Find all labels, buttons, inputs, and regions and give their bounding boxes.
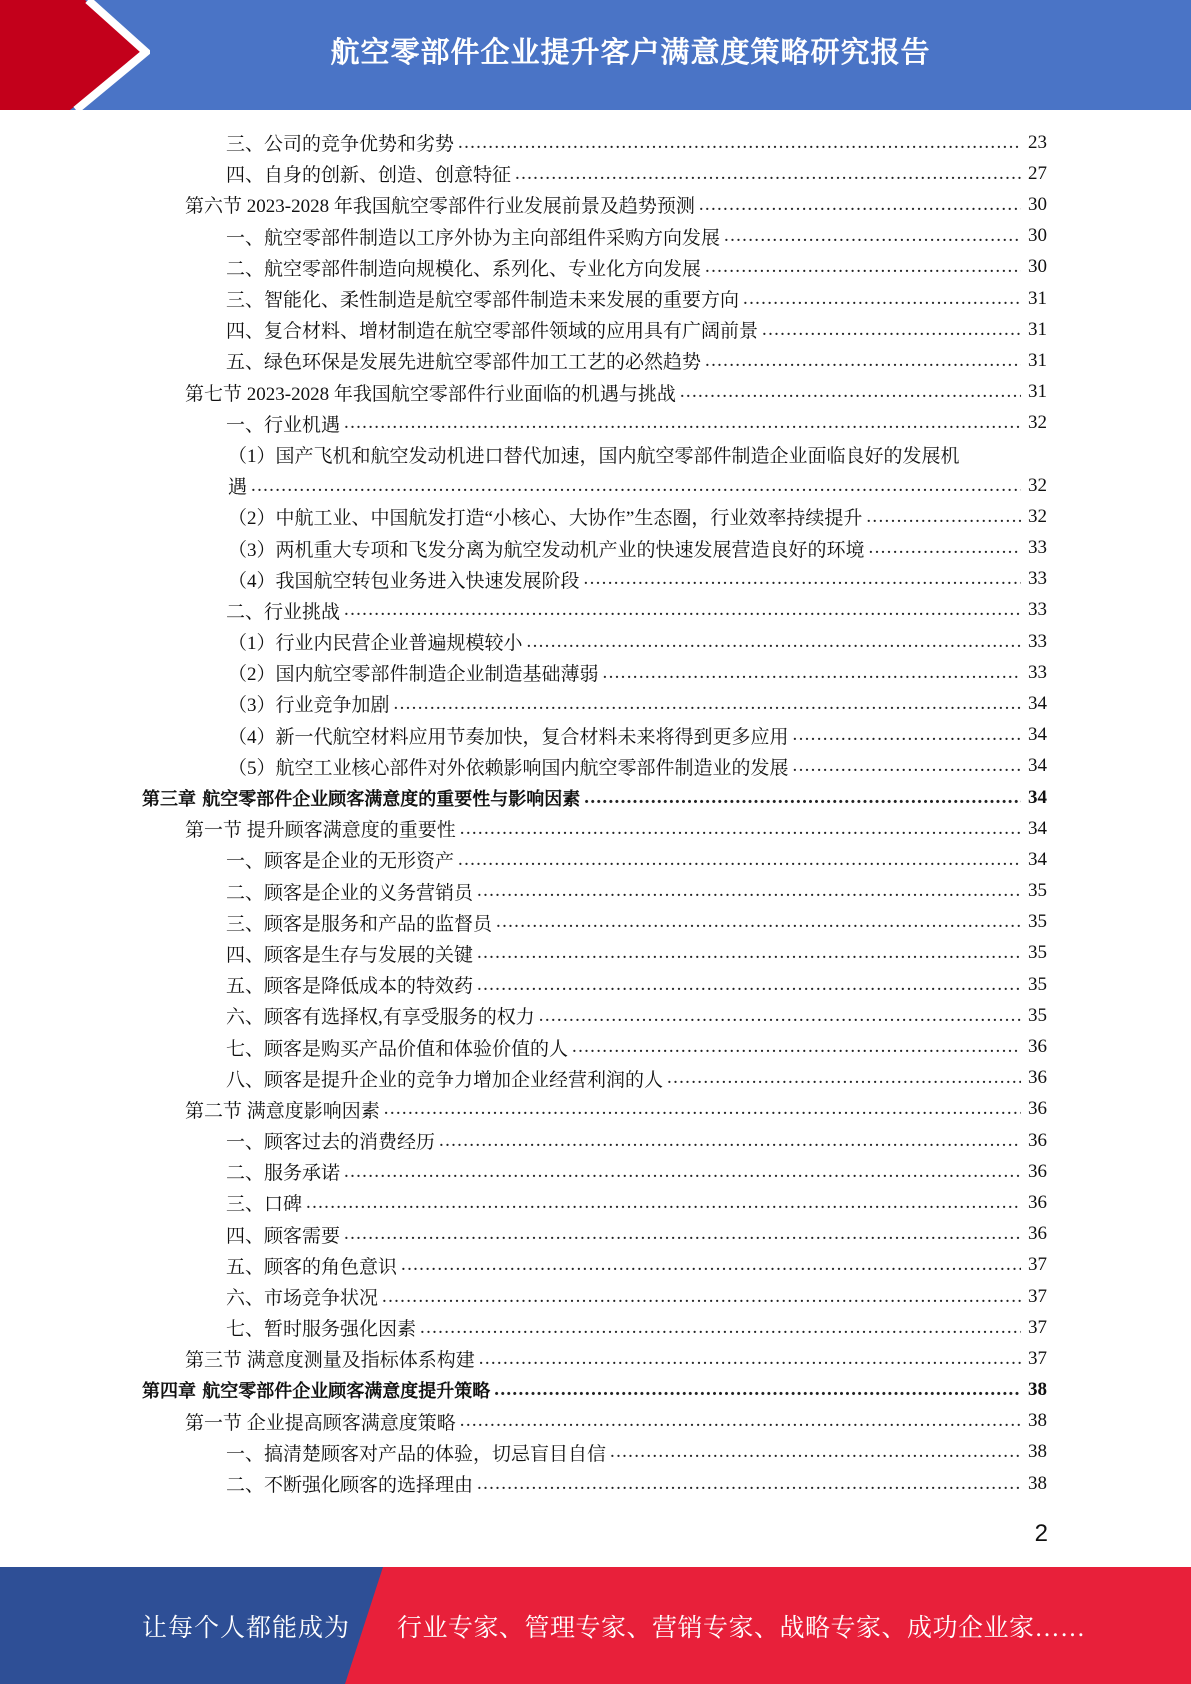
toc-entry-label: 四、自身的创新、创造、创意特征	[226, 160, 515, 187]
dot-leader	[344, 1161, 1021, 1183]
dot-leader	[479, 1348, 1021, 1370]
dot-leader	[539, 1005, 1021, 1027]
toc-entry[interactable]	[226, 1312, 1047, 1343]
toc-entry-page: 31	[1028, 349, 1047, 371]
dot-leader	[584, 787, 1021, 809]
toc-entry[interactable]	[226, 1468, 1047, 1499]
toc-entry-label: 二、行业挑战	[226, 597, 344, 624]
dot-leader	[344, 412, 1021, 434]
toc-entry[interactable]	[226, 408, 1047, 439]
toc-entry-label: 遇	[228, 472, 251, 499]
toc-entry[interactable]	[226, 1031, 1047, 1062]
toc-entry-page: 36	[1028, 1191, 1047, 1213]
dot-leader	[667, 1067, 1021, 1089]
toc-entry[interactable]	[228, 657, 1047, 688]
dot-leader	[680, 381, 1021, 403]
toc-entry-label: 第七节 2023-2028 年我国航空零部件行业面临的机遇与挑战	[185, 379, 680, 406]
dot-leader	[705, 256, 1021, 278]
toc-entry-page: 35	[1028, 973, 1047, 995]
toc-entry-page: 38	[1028, 1379, 1047, 1401]
toc-entry-page: 37	[1028, 1285, 1047, 1307]
dot-leader	[460, 818, 1021, 840]
dot-leader	[793, 724, 1021, 746]
dot-leader	[724, 225, 1021, 247]
toc-chapter[interactable]	[142, 782, 1047, 813]
toc-entry-label: 二、不断强化顾客的选择理由	[226, 1470, 477, 1497]
toc-entry-label: 第三章 航空零部件企业顾客满意度的重要性与影响因素	[142, 785, 584, 811]
toc-entry[interactable]	[226, 595, 1047, 626]
toc-entry[interactable]	[226, 1000, 1047, 1031]
toc-entry[interactable]	[226, 1437, 1047, 1468]
toc-section[interactable]	[185, 813, 1047, 844]
dot-leader	[699, 194, 1021, 216]
toc-entry[interactable]	[226, 252, 1047, 283]
toc-entry[interactable]	[228, 626, 1047, 657]
toc-entry-page: 35	[1028, 942, 1047, 964]
toc-entry-page: 31	[1028, 381, 1047, 403]
toc-entry-page: 37	[1028, 1316, 1047, 1338]
dot-leader	[869, 537, 1021, 559]
toc-entry-label: 第二节 满意度影响因素	[185, 1096, 384, 1123]
toc-entry-page: 30	[1028, 225, 1047, 247]
toc-entry-label: 三、公司的竞争优势和劣势	[226, 129, 458, 156]
toc-entry-page: 31	[1028, 287, 1047, 309]
dot-leader	[251, 475, 1021, 497]
toc-entry-label: 五、顾客是降低成本的特效药	[226, 971, 477, 998]
toc-entry-label: 二、服务承诺	[226, 1158, 344, 1185]
toc-entry-page: 33	[1028, 661, 1047, 683]
toc-entry-label: 五、绿色环保是发展先进航空零部件加工工艺的必然趋势	[226, 347, 705, 374]
dot-leader	[439, 1130, 1021, 1152]
toc-entry[interactable]	[226, 907, 1047, 938]
toc-section[interactable]	[185, 377, 1047, 408]
dot-leader	[477, 880, 1021, 902]
toc-entry-page: 23	[1028, 131, 1047, 153]
toc-entry-label: 八、顾客是提升企业的竞争力增加企业经营利润的人	[226, 1065, 667, 1092]
toc-section[interactable]	[185, 1406, 1047, 1437]
toc-entry-label: 四、复合材料、增材制造在航空零部件领域的应用具有广阔前景	[226, 316, 762, 343]
toc-entry-label: （5）航空工业核心部件对外依赖影响国内航空零部件制造业的发展	[228, 753, 793, 780]
toc-entry-label: 一、搞清楚顾客对产品的体验，切忌盲目自信	[226, 1439, 610, 1466]
toc-entry-page: 33	[1028, 568, 1047, 590]
toc-entry[interactable]	[226, 938, 1047, 969]
toc-entry-label: （3）行业竞争加剧	[228, 690, 394, 717]
dot-leader	[572, 1036, 1021, 1058]
dot-leader	[515, 163, 1021, 185]
toc-entry-page: 33	[1028, 599, 1047, 621]
dot-leader	[793, 755, 1021, 777]
dot-leader	[527, 631, 1021, 653]
toc-entry-label: 七、暂时服务强化因素	[226, 1314, 420, 1341]
toc-entry-page: 31	[1028, 318, 1047, 340]
toc-entry-page: 34	[1028, 786, 1047, 808]
page-header	[0, 0, 1191, 110]
toc-entry-label: （1）行业内民营企业普遍规模较小	[228, 628, 527, 655]
toc-entry[interactable]	[228, 564, 1047, 595]
toc-entry-page: 35	[1028, 1004, 1047, 1026]
toc-entry-page: 35	[1028, 880, 1047, 902]
dot-leader	[477, 974, 1021, 996]
footer-slogan-left: 让每个人都能成为	[142, 1614, 351, 1642]
toc-entry-page: 35	[1028, 911, 1047, 933]
dot-leader	[705, 350, 1021, 372]
dot-leader	[610, 1441, 1021, 1463]
page-number: 2	[1034, 1520, 1048, 1547]
toc-entry[interactable]	[226, 969, 1047, 1000]
dot-leader	[384, 1098, 1021, 1120]
toc-entry-label: 三、智能化、柔性制造是航空零部件制造未来发展的重要方向	[226, 285, 743, 312]
toc-entry-page: 36	[1028, 1129, 1047, 1151]
toc-entry-label: 一、航空零部件制造以工序外协为主向部组件采购方向发展	[226, 223, 724, 250]
table-of-contents	[0, 127, 1191, 1499]
toc-entry-label: 二、航空零部件制造向规模化、系列化、专业化方向发展	[226, 254, 705, 281]
toc-entry-page: 34	[1028, 755, 1047, 777]
dot-leader	[401, 1254, 1021, 1276]
toc-entry-page: 38	[1028, 1410, 1047, 1432]
toc-entry[interactable]	[228, 532, 1047, 563]
toc-entry-label: 四、顾客需要	[226, 1221, 344, 1248]
toc-entry[interactable]	[226, 158, 1047, 189]
toc-entry[interactable]	[226, 1281, 1047, 1312]
toc-entry-page: 37	[1028, 1254, 1047, 1276]
toc-entry[interactable]	[226, 1125, 1047, 1156]
dot-leader	[458, 849, 1021, 871]
toc-entry-label: 二、顾客是企业的义务营销员	[226, 878, 477, 905]
toc-entry-label: 五、顾客的角色意识	[226, 1252, 401, 1279]
toc-entry-page: 34	[1028, 724, 1047, 746]
toc-entry-label: 三、口碑	[226, 1189, 306, 1216]
toc-entry[interactable]	[226, 345, 1047, 376]
dot-leader	[743, 288, 1021, 310]
footer-slogan-right: 行业专家、管理专家、营销专家、战略专家、成功企业家……	[397, 1614, 1086, 1642]
toc-entry[interactable]	[226, 844, 1047, 875]
toc-entry-page: 36	[1028, 1160, 1047, 1182]
dot-leader	[420, 1317, 1021, 1339]
toc-section[interactable]	[185, 1343, 1047, 1374]
dot-leader	[394, 693, 1021, 715]
toc-entry[interactable]	[228, 720, 1047, 751]
dot-leader	[344, 1223, 1021, 1245]
toc-entry[interactable]	[226, 314, 1047, 345]
toc-entry-page: 37	[1028, 1347, 1047, 1369]
toc-entry-label: 第三节 满意度测量及指标体系构建	[185, 1345, 479, 1372]
toc-entry[interactable]	[226, 1219, 1047, 1250]
toc-section[interactable]	[185, 1094, 1047, 1125]
toc-entry-label: 一、行业机遇	[226, 410, 344, 437]
toc-entry-label: 一、顾客是企业的无形资产	[226, 846, 458, 873]
toc-entry-page: 38	[1028, 1441, 1047, 1463]
toc-entry-page: 33	[1028, 537, 1047, 559]
report-title: 航空零部件企业提升客户满意度策略研究报告	[330, 34, 931, 69]
toc-entry-label: （3）两机重大专项和飞发分离为航空发动机产业的快速发展营造良好的环境	[228, 535, 869, 562]
toc-entry-label: 第一节 提升顾客满意度的重要性	[185, 815, 460, 842]
toc-entry-label: 第六节 2023-2028 年我国航空零部件行业发展前景及趋势预测	[185, 191, 699, 218]
toc-entry-page: 36	[1028, 1067, 1047, 1089]
toc-entry-label: 一、顾客过去的消费经历	[226, 1127, 439, 1154]
toc-entry-page: 36	[1028, 1098, 1047, 1120]
toc-entry-label: 六、市场竞争状况	[226, 1283, 382, 1310]
toc-entry-label: （4）新一代航空材料应用节奏加快，复合材料未来将得到更多应用	[228, 722, 793, 749]
toc-entry-page: 30	[1028, 256, 1047, 278]
toc-entry-label: 第一节 企业提高顾客满意度策略	[185, 1408, 460, 1435]
toc-entry-page: 32	[1028, 505, 1047, 527]
dot-leader	[344, 599, 1021, 621]
toc-entry-page: 30	[1028, 193, 1047, 215]
toc-entry-label: （2）中航工业、中国航发打造“小核心、大协作”生态圈，行业效率持续提升	[228, 503, 866, 530]
toc-entry-label: 第四章 航空零部件企业顾客满意度提升策略	[142, 1377, 494, 1403]
toc-entry-label: （2）国内航空零部件制造企业制造基础薄弱	[228, 659, 603, 686]
toc-section[interactable]	[185, 189, 1047, 220]
dot-leader	[584, 568, 1021, 590]
toc-entry-label: （4）我国航空转包业务进入快速发展阶段	[228, 566, 584, 593]
toc-entry-page: 34	[1028, 848, 1047, 870]
toc-entry-label: 六、顾客有选择权,有享受服务的权力	[226, 1002, 539, 1029]
toc-entry[interactable]	[226, 283, 1047, 314]
toc-entry[interactable]	[228, 501, 1047, 532]
dot-leader	[762, 319, 1021, 341]
toc-entry[interactable]	[228, 751, 1047, 782]
toc-entry-label: 三、顾客是服务和产品的监督员	[226, 909, 496, 936]
toc-entry-page: 36	[1028, 1036, 1047, 1058]
toc-entry[interactable]	[226, 1063, 1047, 1094]
toc-entry-page: 32	[1028, 474, 1047, 496]
dot-leader	[477, 1473, 1021, 1495]
dot-leader	[496, 911, 1021, 933]
toc-entry[interactable]	[228, 439, 1047, 501]
toc-entry[interactable]	[226, 221, 1047, 252]
toc-entry-page: 33	[1028, 630, 1047, 652]
dot-leader	[382, 1286, 1021, 1308]
toc-entry-label-line1: （1）国产飞机和航空发动机进口替代加速，国内航空零部件制造企业面临良好的发展机	[228, 445, 960, 467]
toc-entry[interactable]	[226, 1250, 1047, 1281]
dot-leader	[477, 942, 1021, 964]
toc-entry-page: 32	[1028, 412, 1047, 434]
toc-entry-page: 34	[1028, 692, 1047, 714]
toc-entry-label: 七、顾客是购买产品价值和体验价值的人	[226, 1034, 572, 1061]
dot-leader	[866, 506, 1021, 528]
toc-entry[interactable]	[226, 876, 1047, 907]
dot-leader	[460, 1410, 1021, 1432]
dot-leader	[306, 1192, 1021, 1214]
dot-leader	[494, 1379, 1021, 1401]
page-footer	[0, 1567, 1191, 1684]
toc-chapter[interactable]	[142, 1375, 1047, 1406]
toc-entry-page: 36	[1028, 1223, 1047, 1245]
toc-entry[interactable]	[226, 127, 1047, 158]
toc-entry-label: 四、顾客是生存与发展的关键	[226, 940, 477, 967]
dot-leader	[603, 662, 1021, 684]
toc-entry[interactable]	[228, 688, 1047, 719]
toc-entry[interactable]	[226, 1187, 1047, 1218]
toc-entry[interactable]	[226, 1156, 1047, 1187]
toc-entry-page: 38	[1028, 1472, 1047, 1494]
toc-entry-page: 27	[1028, 162, 1047, 184]
toc-entry-page: 34	[1028, 817, 1047, 839]
dot-leader	[458, 132, 1021, 154]
